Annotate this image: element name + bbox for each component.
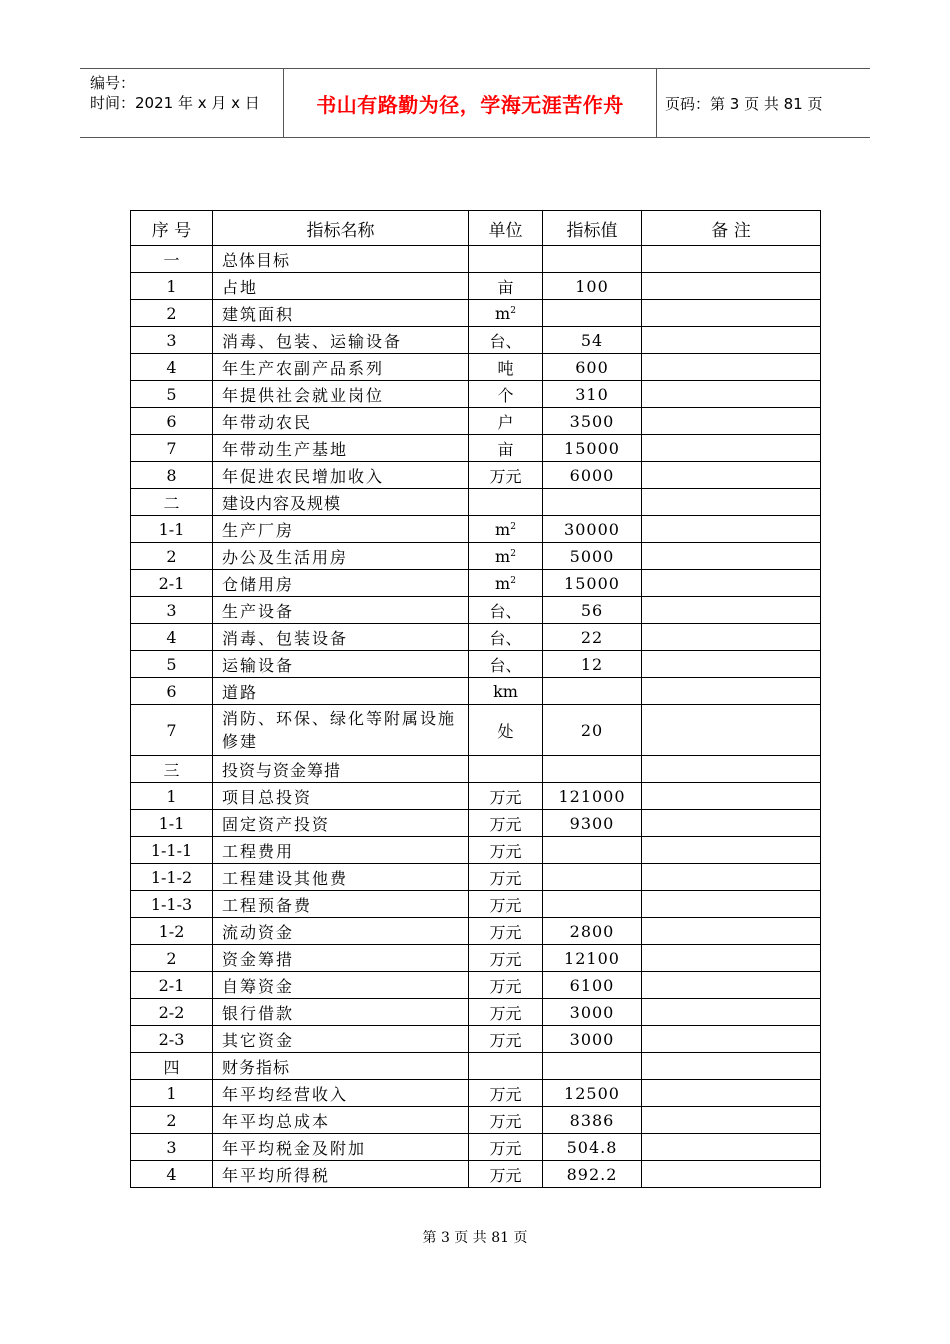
unit-superscript: 2 [510, 548, 516, 559]
motto-text: 书山有路勤为径，学海无涯苦作舟 [316, 92, 624, 117]
unit-superscript: 2 [510, 521, 516, 532]
cell-remark [642, 273, 821, 300]
table-row [131, 945, 821, 972]
table-row [131, 837, 821, 864]
cell-seq: 1-2 [131, 918, 213, 945]
cell-value [543, 489, 642, 516]
cell-name: 工程预备费 [213, 891, 469, 918]
cell-name: 生产设备 [213, 597, 469, 624]
cell-name: 年促进农民增加收入 [213, 462, 469, 489]
cell-remark [642, 945, 821, 972]
cell-unit: 吨 [469, 354, 543, 381]
header-name: 指标名称 [213, 211, 469, 246]
cell-unit [469, 489, 543, 516]
cell-name: 消毒、包装、运输设备 [213, 327, 469, 354]
section-row [131, 1053, 821, 1080]
cell-unit [469, 246, 543, 273]
cell-value: 121000 [543, 783, 642, 810]
table-row [131, 381, 821, 408]
cell-unit: 万元 [469, 462, 543, 489]
time-label: 时间：2021 年 x 月 x 日 [90, 94, 260, 112]
cell-name: 年平均经营收入 [213, 1080, 469, 1107]
cell-seq: 1 [131, 1080, 213, 1107]
cell-name: 建设内容及规模 [213, 489, 469, 516]
cell-unit: 万元 [469, 999, 543, 1026]
cell-name: 占地 [213, 273, 469, 300]
table-row [131, 678, 821, 705]
cell-seq: 6 [131, 678, 213, 705]
cell-seq: 1-1-2 [131, 864, 213, 891]
cell-seq: 2-1 [131, 972, 213, 999]
cell-remark [642, 1080, 821, 1107]
cell-unit: 万元 [469, 1161, 543, 1188]
cell-name: 流动资金 [213, 918, 469, 945]
cell-remark [642, 810, 821, 837]
cell-seq: 2 [131, 945, 213, 972]
cell-seq: 一 [131, 246, 213, 273]
cell-remark [642, 918, 821, 945]
page-header [80, 68, 870, 138]
cell-unit [469, 570, 543, 597]
table-row [131, 972, 821, 999]
cell-remark [642, 381, 821, 408]
cell-unit [469, 1053, 543, 1080]
cell-unit [469, 543, 543, 570]
cell-seq: 1-1-3 [131, 891, 213, 918]
cell-remark [642, 837, 821, 864]
table-row [131, 891, 821, 918]
cell-value: 12100 [543, 945, 642, 972]
unit-base: m [495, 546, 511, 566]
cell-remark [642, 1026, 821, 1053]
table-body [131, 246, 821, 1188]
header-unit: 单位 [469, 211, 543, 246]
cell-seq: 8 [131, 462, 213, 489]
header-info [90, 73, 260, 113]
cell-remark [642, 300, 821, 327]
cell-remark [642, 435, 821, 462]
cell-remark [642, 972, 821, 999]
cell-name: 年带动农民 [213, 408, 469, 435]
cell-seq: 5 [131, 651, 213, 678]
cell-name: 年平均总成本 [213, 1107, 469, 1134]
cell-value [543, 246, 642, 273]
cell-value: 310 [543, 381, 642, 408]
cell-remark [642, 783, 821, 810]
cell-remark [642, 597, 821, 624]
cell-seq: 6 [131, 408, 213, 435]
header-motto-cell [283, 69, 657, 137]
cell-value: 2800 [543, 918, 642, 945]
table-row [131, 597, 821, 624]
cell-unit: 万元 [469, 972, 543, 999]
table-row [131, 810, 821, 837]
cell-name: 年平均税金及附加 [213, 1134, 469, 1161]
cell-remark [642, 624, 821, 651]
cell-seq: 三 [131, 756, 213, 783]
cell-name: 消毒、包装设备 [213, 624, 469, 651]
cell-unit: 万元 [469, 810, 543, 837]
cell-value: 12 [543, 651, 642, 678]
cell-seq: 1 [131, 273, 213, 300]
section-row [131, 246, 821, 273]
cell-value: 6000 [543, 462, 642, 489]
cell-value [543, 837, 642, 864]
cell-value [543, 300, 642, 327]
table-row [131, 1161, 821, 1188]
unit-superscript: 2 [510, 305, 516, 316]
cell-remark [642, 246, 821, 273]
cell-remark [642, 1107, 821, 1134]
cell-value: 22 [543, 624, 642, 651]
cell-value: 12500 [543, 1080, 642, 1107]
cell-value: 54 [543, 327, 642, 354]
cell-name: 投资与资金筹措 [213, 756, 469, 783]
cell-seq: 4 [131, 1161, 213, 1188]
cell-name: 自筹资金 [213, 972, 469, 999]
cell-remark [642, 651, 821, 678]
cell-seq: 2-3 [131, 1026, 213, 1053]
table-row [131, 999, 821, 1026]
cell-unit: 个 [469, 381, 543, 408]
table-row [131, 918, 821, 945]
cell-value: 8386 [543, 1107, 642, 1134]
cell-value: 15000 [543, 435, 642, 462]
cell-name: 项目总投资 [213, 783, 469, 810]
cell-remark [642, 1161, 821, 1188]
cell-value: 3000 [543, 1026, 642, 1053]
cell-name: 生产厂房 [213, 516, 469, 543]
cell-unit: km [469, 678, 543, 705]
cell-value: 504.8 [543, 1134, 642, 1161]
cell-unit: 万元 [469, 891, 543, 918]
cell-seq: 3 [131, 597, 213, 624]
table-row [131, 354, 821, 381]
cell-seq: 1-1 [131, 810, 213, 837]
table-header-row [131, 211, 821, 246]
cell-value: 30000 [543, 516, 642, 543]
unit-base: m [495, 303, 511, 323]
cell-unit: 万元 [469, 945, 543, 972]
cell-unit: 万元 [469, 1107, 543, 1134]
header-value: 指标值 [543, 211, 642, 246]
table-row [131, 327, 821, 354]
header-page-label: 页码：第 3 页 共 81 页 [665, 94, 823, 113]
cell-name: 银行借款 [213, 999, 469, 1026]
cell-name: 年生产农副产品系列 [213, 354, 469, 381]
cell-value [543, 756, 642, 783]
cell-unit: 亩 [469, 273, 543, 300]
table-row [131, 705, 821, 756]
header-seq: 序 号 [131, 211, 213, 246]
table-row [131, 462, 821, 489]
cell-unit: 台、 [469, 651, 543, 678]
cell-remark [642, 678, 821, 705]
cell-remark [642, 462, 821, 489]
cell-unit: 台、 [469, 597, 543, 624]
cell-value: 20 [543, 705, 642, 756]
cell-unit [469, 756, 543, 783]
table-row [131, 543, 821, 570]
cell-name: 其它资金 [213, 1026, 469, 1053]
cell-value: 15000 [543, 570, 642, 597]
cell-seq: 2 [131, 543, 213, 570]
cell-unit: 万元 [469, 783, 543, 810]
unit-base: m [495, 519, 511, 539]
cell-seq: 1-1 [131, 516, 213, 543]
cell-unit: 万元 [469, 918, 543, 945]
cell-seq: 2-2 [131, 999, 213, 1026]
cell-remark [642, 999, 821, 1026]
cell-value: 892.2 [543, 1161, 642, 1188]
cell-name: 建筑面积 [213, 300, 469, 327]
cell-unit [469, 300, 543, 327]
page-footer: 第 3 页 共 81 页 [422, 1230, 528, 1246]
cell-name: 工程费用 [213, 837, 469, 864]
table-row [131, 408, 821, 435]
table-row [131, 1026, 821, 1053]
cell-remark [642, 327, 821, 354]
cell-unit: 万元 [469, 837, 543, 864]
cell-remark [642, 705, 821, 756]
cell-seq: 1 [131, 783, 213, 810]
cell-seq: 2 [131, 300, 213, 327]
table-row [131, 1080, 821, 1107]
table-row [131, 1134, 821, 1161]
cell-name: 仓储用房 [213, 570, 469, 597]
cell-seq: 4 [131, 354, 213, 381]
cell-value [543, 864, 642, 891]
cell-seq: 2 [131, 1107, 213, 1134]
cell-unit: 万元 [469, 1026, 543, 1053]
cell-value: 5000 [543, 543, 642, 570]
cell-unit: 万元 [469, 1134, 543, 1161]
cell-name: 年带动生产基地 [213, 435, 469, 462]
table-row [131, 624, 821, 651]
table-row [131, 1107, 821, 1134]
cell-remark [642, 516, 821, 543]
cell-remark [642, 489, 821, 516]
unit-superscript: 2 [510, 575, 516, 586]
table-row [131, 273, 821, 300]
cell-seq: 4 [131, 624, 213, 651]
unit-base: m [495, 573, 511, 593]
cell-name: 道路 [213, 678, 469, 705]
cell-remark [642, 756, 821, 783]
section-row [131, 756, 821, 783]
cell-remark [642, 1053, 821, 1080]
table-row [131, 783, 821, 810]
cell-name: 工程建设其他费 [213, 864, 469, 891]
cell-seq: 二 [131, 489, 213, 516]
table-row [131, 651, 821, 678]
cell-value [543, 678, 642, 705]
indicator-table [130, 210, 821, 1188]
cell-value: 3000 [543, 999, 642, 1026]
cell-seq: 2-1 [131, 570, 213, 597]
cell-name: 资金筹措 [213, 945, 469, 972]
cell-remark [642, 354, 821, 381]
cell-remark [642, 408, 821, 435]
cell-remark [642, 864, 821, 891]
cell-seq: 1-1-1 [131, 837, 213, 864]
cell-value: 600 [543, 354, 642, 381]
cell-name: 财务指标 [213, 1053, 469, 1080]
cell-value: 56 [543, 597, 642, 624]
cell-unit: 处 [469, 705, 543, 756]
cell-value [543, 891, 642, 918]
cell-value: 6100 [543, 972, 642, 999]
cell-seq: 7 [131, 705, 213, 756]
cell-unit: 户 [469, 408, 543, 435]
cell-seq: 7 [131, 435, 213, 462]
cell-value [543, 1053, 642, 1080]
cell-unit: 亩 [469, 435, 543, 462]
table-row [131, 864, 821, 891]
cell-unit: 万元 [469, 864, 543, 891]
cell-name: 年平均所得税 [213, 1161, 469, 1188]
cell-unit: 台、 [469, 624, 543, 651]
table-row [131, 300, 821, 327]
cell-remark [642, 570, 821, 597]
cell-remark [642, 1134, 821, 1161]
code-label: 编号： [90, 74, 136, 92]
cell-remark [642, 543, 821, 570]
table-row [131, 435, 821, 462]
cell-name: 总体目标 [213, 246, 469, 273]
cell-unit [469, 516, 543, 543]
cell-unit: 万元 [469, 1080, 543, 1107]
cell-value: 3500 [543, 408, 642, 435]
cell-remark [642, 891, 821, 918]
section-row [131, 489, 821, 516]
cell-unit: 台、 [469, 327, 543, 354]
cell-value: 100 [543, 273, 642, 300]
cell-name: 办公及生活用房 [213, 543, 469, 570]
cell-value: 9300 [543, 810, 642, 837]
cell-name: 消防、环保、绿化等附属设施修建 [213, 705, 469, 756]
cell-seq: 四 [131, 1053, 213, 1080]
cell-seq: 3 [131, 327, 213, 354]
cell-seq: 3 [131, 1134, 213, 1161]
cell-name: 运输设备 [213, 651, 469, 678]
cell-seq: 5 [131, 381, 213, 408]
table-row [131, 570, 821, 597]
cell-name: 年提供社会就业岗位 [213, 381, 469, 408]
table-row [131, 516, 821, 543]
header-remark: 备 注 [642, 211, 821, 246]
cell-name: 固定资产投资 [213, 810, 469, 837]
